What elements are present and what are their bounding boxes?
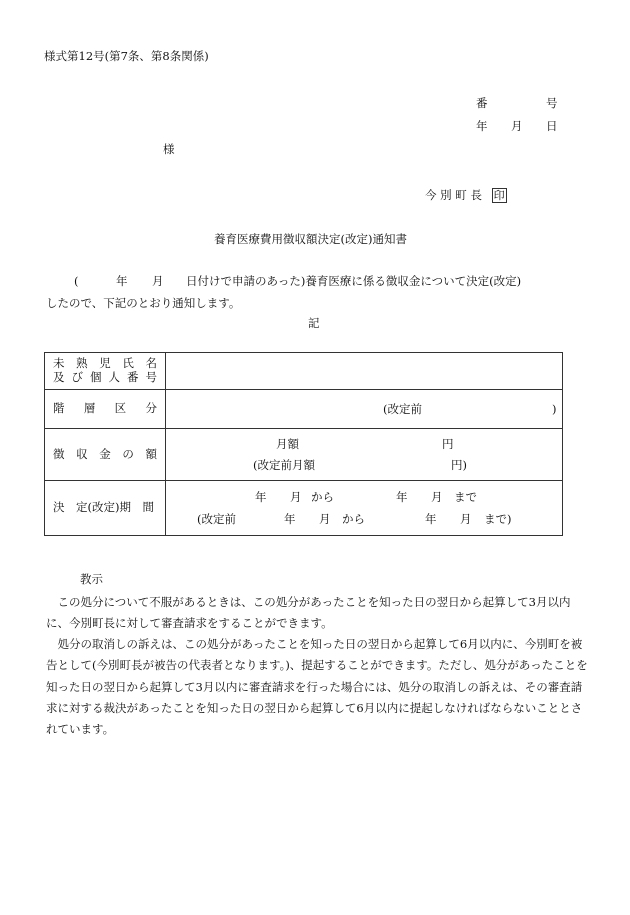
label-char: 人 xyxy=(108,370,120,384)
period-before-to-made: まで) xyxy=(484,512,512,526)
label-char: 個 xyxy=(90,370,102,384)
date-year-label: 年 xyxy=(476,119,488,133)
period-before-row xyxy=(166,512,562,526)
label-char: 区 xyxy=(114,401,127,416)
row-child xyxy=(45,353,563,390)
label-char: 名 xyxy=(145,356,157,371)
seal-stamp: 印 xyxy=(493,189,505,202)
label-char: 未 xyxy=(53,356,65,371)
issuer-name xyxy=(425,188,507,203)
period-from-kara: から xyxy=(311,490,334,504)
label-class xyxy=(45,390,166,429)
intro-year: 年 xyxy=(116,274,128,288)
label-char: 熟 xyxy=(76,356,88,371)
amount-row xyxy=(166,437,562,451)
value-period[interactable] xyxy=(166,481,563,536)
amount-before-yen: 円) xyxy=(451,458,467,472)
label-char: 氏 xyxy=(122,356,134,371)
period-row xyxy=(166,490,562,504)
label-char: 児 xyxy=(99,356,111,371)
value-amount[interactable] xyxy=(166,429,563,481)
value-class[interactable] xyxy=(166,390,563,429)
label-amount-text xyxy=(45,448,165,462)
notice-paragraph-2: 処分の取消しの訴えは、この処分があったことを知った日の翌日から起算して6月以内に、今別町を被告として(今別町長が被告の代表者となります。)、提起することができます。ただし、処分があったことを知った日の翌日から起算して3月以内に審査請求を行った場合には、処分の取消しの訴えは、その審査請求に対する裁決があったことを知った日の翌日から起算して6月以内に提起しなければならないこととされています。 xyxy=(46,637,588,737)
period-before-from-year: 年 xyxy=(284,512,296,526)
label-period-text: 決 定(改定)期 間 xyxy=(53,500,154,515)
label-char: 番 xyxy=(127,370,139,384)
amount-before-row xyxy=(166,458,562,472)
label-char: 及 xyxy=(53,370,65,384)
label-class-text xyxy=(45,402,165,416)
label-char: の xyxy=(122,446,134,461)
period-to-made: まで xyxy=(454,490,477,504)
intro-rest: 日付けで申請のあった)養育医療に係る徴収金について決定(改定) xyxy=(186,274,522,288)
issuer-text: 今 別 町 長 xyxy=(425,188,482,202)
amount-before-label: (改定前月額 xyxy=(253,458,315,472)
amount-yen: 円 xyxy=(442,437,454,451)
label-amount xyxy=(45,429,166,481)
label-char: 層 xyxy=(83,401,96,416)
form-number: 様式第12号(第7条、第8条関係) xyxy=(44,49,209,63)
row-period xyxy=(45,481,563,536)
label-char: 金 xyxy=(99,446,111,461)
intro-month: 月 xyxy=(152,274,164,288)
recipient-honorific: 様 xyxy=(163,142,175,156)
ki-mark: 記 xyxy=(308,316,320,330)
label-child-line2 xyxy=(45,371,165,385)
period-from-year: 年 xyxy=(255,490,267,504)
period-from-month: 月 xyxy=(290,490,302,504)
label-char: 収 xyxy=(76,446,88,461)
label-char: び xyxy=(71,370,83,384)
notice-paragraph-1: この処分について不服があるときは、この処分があったことを知った日の翌日から起算して3月以内に、今別町長に対して審査請求をすることができます。 xyxy=(46,595,571,631)
period-to-month: 月 xyxy=(431,490,443,504)
number-label: 番 xyxy=(476,96,488,110)
intro-line2: したので、下記のとおり通知します。 xyxy=(46,296,241,310)
period-to-year: 年 xyxy=(396,490,408,504)
period-before-from-month: 月 xyxy=(319,512,331,526)
label-char: 額 xyxy=(145,446,157,461)
period-before-open: (改定前 xyxy=(197,512,236,526)
number-suffix: 号 xyxy=(546,96,558,110)
class-before-open: (改定前 xyxy=(383,402,422,416)
period-before-to-month: 月 xyxy=(460,512,472,526)
decision-table xyxy=(44,352,563,536)
label-char: 分 xyxy=(145,401,157,416)
label-char: 号 xyxy=(145,370,157,384)
date-day-label: 日 xyxy=(546,119,558,133)
date-month-label: 月 xyxy=(511,119,523,133)
label-char: 階 xyxy=(53,401,65,416)
label-child-line1 xyxy=(45,357,165,371)
row-amount xyxy=(45,429,563,481)
class-before-close: ) xyxy=(552,402,557,416)
notice-heading: 教示 xyxy=(80,572,103,586)
amount-monthly-label: 月額 xyxy=(276,437,299,451)
label-period xyxy=(45,481,166,536)
class-before-row xyxy=(166,402,562,416)
row-class xyxy=(45,390,563,429)
period-before-from-kara: から xyxy=(342,512,365,526)
period-before-to-year: 年 xyxy=(425,512,437,526)
intro-open-paren: ( xyxy=(74,274,79,288)
label-char: 徴 xyxy=(53,446,65,461)
label-child xyxy=(45,353,166,390)
document-title: 養育医療費用徴収額決定(改定)通知書 xyxy=(214,232,407,246)
value-child[interactable] xyxy=(166,353,563,390)
